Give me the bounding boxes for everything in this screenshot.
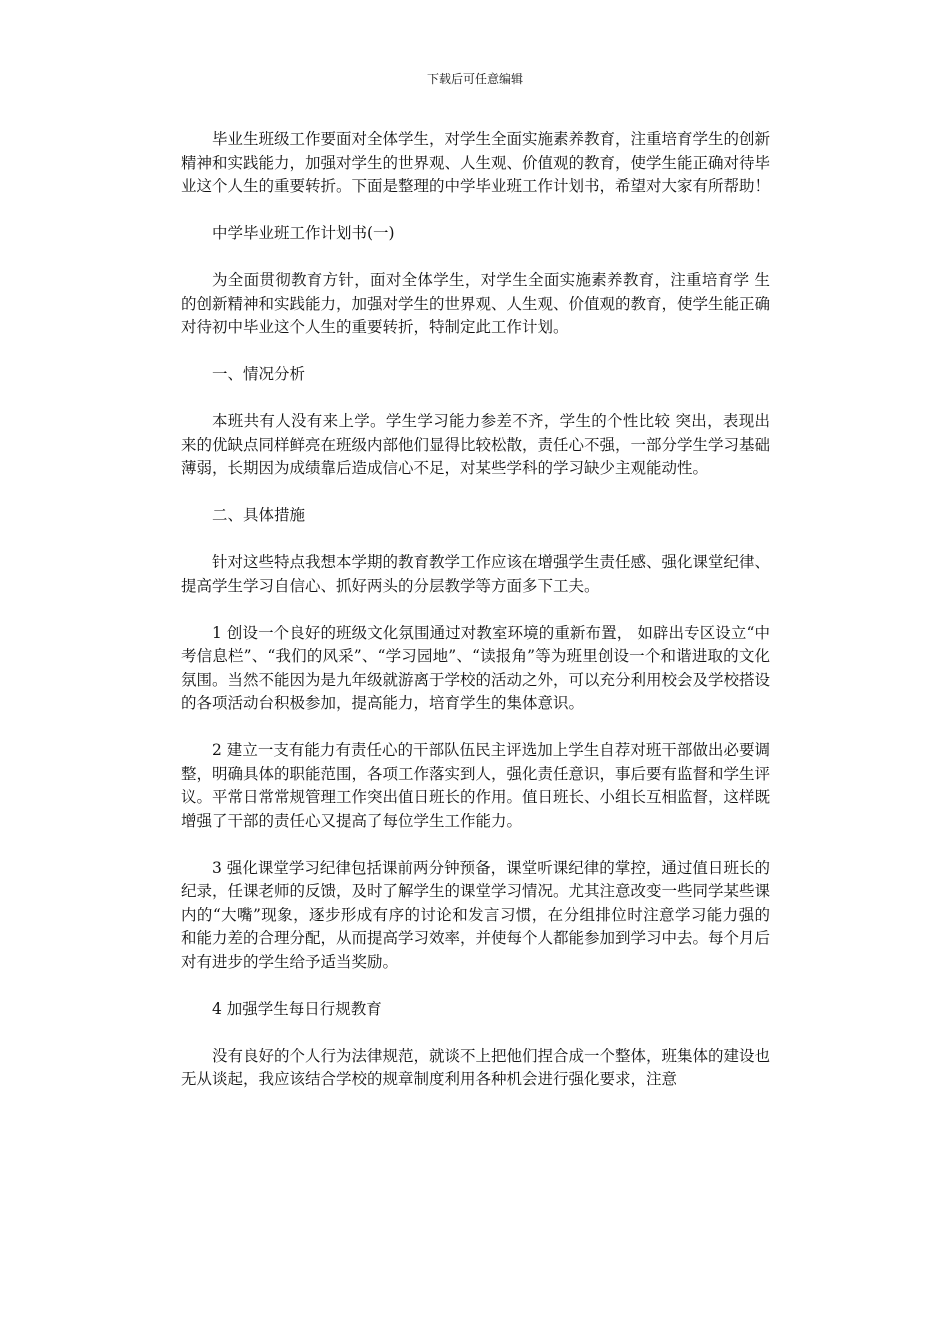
measure-4-paragraph: 没有良好的个人行为法律规范，就谈不上把他们捏合成一个整体，班集体的建设也无从谈起，我应该结合学校的规章制度利用各种机会进行强化要求，注意 bbox=[181, 1046, 771, 1088]
header-note: 下载后可任意编辑 bbox=[426, 72, 523, 86]
document-title: 中学毕业班工作计划书(一) bbox=[212, 224, 395, 242]
measure-1-paragraph: 1 创设一个良好的班级文化氛围通过对教室环境的重新布置， 如辟出专区设立“中考信息栏”、“我们的风采”、“学习园地”、“读报角”等为班里创设一个和谐进取的文化氛围。当然不能因为是九年级就游离于学校的活动之外，可以充分利用校会及学校搭设的各项活动台积极参加，提高能力，培育学生的集体意识。 bbox=[181, 623, 771, 712]
purpose-paragraph: 为全面贯彻教育方针，面对全体学生，对学生全面实施素养教育，注重培育学 生的创新精神和实践能力，加强对学生的世界观、人生观、价值观的教育，使学生能正确对待初中毕业这个人生的重要转折，特制定此工作计划。 bbox=[181, 271, 771, 336]
section-heading-measures: 二、具体措施 bbox=[212, 506, 306, 524]
measure-3-paragraph: 3 强化课堂学习纪律包括课前两分钟预备，课堂听课纪律的掌控，通过值日班长的纪录，任课老师的反馈，及时了解学生的课堂学习情况。尤其注意改变一些同学某些课内的“大嘴”现象，逐步形成有序的讨论和发言习惯，在分组排位时注意学习能力强的和能力差的合理分配，从而提高学习效率，并使每个人都能参加到学习中去。每个月后对有进步的学生给予适当奖励。 bbox=[181, 858, 771, 971]
intro-paragraph: 毕业生班级工作要面对全体学生，对学生全面实施素养教育，注重培育学生的创新精神和实践能力，加强对学生的世界观、人生观、价值观的教育，使学生能正确对待毕业这个人生的重要转折。下面是整理的中学毕业班工作计划书，希望对大家有所帮助！ bbox=[181, 130, 771, 195]
measure-2-paragraph: 2 建立一支有能力有责任心的干部队伍民主评选加上学生自荐对班干部做出必要调整，明确具体的职能范围，各项工作落实到人，强化责任意识，事后要有监督和学生评议。平常日常常规管理工作突出值日班长的作用。值日班长、小组长互相监督，这样既增强了干部的责任心又提高了每位学生工作能力。 bbox=[181, 741, 771, 830]
situation-paragraph: 本班共有人没有来上学。学生学习能力参差不齐，学生的个性比较 突出，表现出来的优缺点同样鲜亮在班级内部他们显得比较松散，责任心不强，一部分学生学习基础薄弱，长期因为成绩靠后造成信心不足，对某些学科的学习缺少主观能动性。 bbox=[181, 412, 771, 477]
section-heading-situation: 一、情况分析 bbox=[212, 365, 306, 383]
measure-4-heading: 4 加强学生每日行规教育 bbox=[212, 999, 382, 1018]
document-body bbox=[181, 128, 770, 1115]
measures-intro-paragraph: 针对这些特点我想本学期的教育教学工作应该在增强学生责任感、强化课堂纪律、提高学生学习自信心、抓好两头的分层教学等方面多下工夫。 bbox=[181, 553, 771, 595]
